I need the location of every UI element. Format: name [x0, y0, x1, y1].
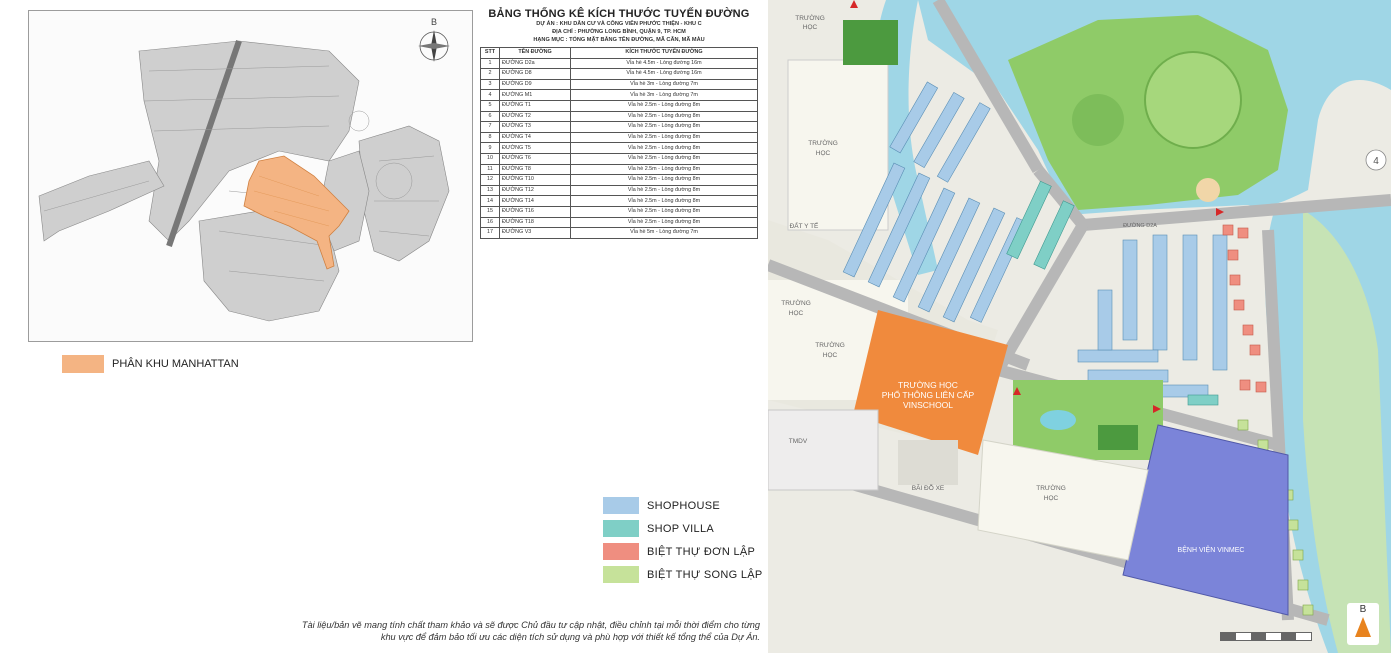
medical-label: ĐẤT Y TẾ	[789, 223, 819, 230]
row-road-size: Vỉa hè 3m - Lòng đường 7m	[571, 90, 758, 101]
row-road-name: ĐƯỜNG T12	[500, 185, 571, 196]
row-road-size: Vỉa hè 2.5m - Lòng đường 8m	[571, 143, 758, 154]
overview-map	[28, 10, 473, 342]
zone-number: 4	[1373, 156, 1379, 167]
row-stt: 1	[481, 58, 500, 69]
row-stt: 11	[481, 164, 500, 175]
roads-table-header	[481, 48, 758, 59]
stats-title: BẢNG THỐNG KÊ KÍCH THƯỚC TUYẾN ĐƯỜNG	[488, 8, 750, 20]
row-stt: 5	[481, 100, 500, 111]
row-road-size: Vỉa hè 2.5m - Lòng đường 8m	[571, 175, 758, 186]
row-road-name: ĐƯỜNG V3	[500, 228, 571, 239]
vinschool-label-1: TRƯỜNG HỌC	[898, 380, 958, 390]
row-stt: 8	[481, 132, 500, 143]
header-name: TÊN ĐƯỜNG	[500, 48, 571, 59]
row-road-name: ĐƯỜNG T8	[500, 164, 571, 175]
school-mid-left-label-2: HỌC	[788, 310, 804, 317]
row-stt: 10	[481, 153, 500, 164]
row-road-size: Vỉa hè 2.5m - Lòng đường 8m	[571, 153, 758, 164]
row-stt: 4	[481, 90, 500, 101]
row-road-name: ĐƯỜNG T3	[500, 122, 571, 133]
legend-shop-villa	[603, 517, 763, 540]
row-road-name: ĐƯỜNG T1	[500, 100, 571, 111]
table-row	[481, 69, 758, 80]
type-legend	[603, 494, 763, 586]
row-road-size: Vỉa hè 2.5m - Lòng đường 8m	[571, 100, 758, 111]
row-road-name: ĐƯỜNG T14	[500, 196, 571, 207]
row-road-size: Vỉa hè 3m - Lòng đường 7m	[571, 79, 758, 90]
site-plan	[768, 0, 1391, 653]
table-row	[481, 196, 758, 207]
vinschool-label-2: PHỔ THÔNG LIÊN CẤP	[881, 390, 975, 400]
table-row	[481, 111, 758, 122]
school-top-label-1: TRƯỜNG	[795, 15, 825, 22]
shophouse-label: SHOPHOUSE	[647, 499, 720, 512]
shop-villa-swatch	[603, 520, 639, 537]
roads-table	[480, 47, 758, 239]
table-row	[481, 206, 758, 217]
row-road-name: ĐƯỜNG T5	[500, 143, 571, 154]
row-stt: 6	[481, 111, 500, 122]
table-row	[481, 164, 758, 175]
shophouse-swatch	[603, 497, 639, 514]
disclaimer-line-1: Tài liệu/bản vẽ mang tính chất tham khảo và sẽ được Chủ đầu tư cập nhật, điều chỉnh tại mỗi thời điểm cho từng	[301, 620, 760, 630]
manhattan-label: PHÂN KHU MANHATTAN	[112, 358, 239, 370]
stats-project: DỰ ÁN : KHU DÂN CƯ VÀ CÔNG VIÊN PHƯỚC THIỆN - KHU C	[536, 21, 702, 27]
row-road-size: Vỉa hè 2.5m - Lòng đường 8m	[571, 217, 758, 228]
school-mid-label-2: HỌC	[822, 352, 838, 359]
overview-north-label: B	[430, 17, 438, 27]
stats-address: ĐỊA CHỈ : PHƯỜNG LONG BÌNH, QUẬN 9, TP. HCM	[552, 29, 686, 35]
table-row	[481, 153, 758, 164]
table-row	[481, 228, 758, 239]
row-stt: 7	[481, 122, 500, 133]
school-mid-left-label-1: TRƯỜNG	[781, 300, 811, 307]
tmdv-label: TMDV	[788, 438, 808, 445]
row-road-name: ĐƯỜNG D8	[500, 69, 571, 80]
row-road-name: ĐƯỜNG T18	[500, 217, 571, 228]
row-road-name: ĐƯỜNG T2	[500, 111, 571, 122]
hospital-label: BỆNH VIỆN VINMEC	[1177, 547, 1245, 554]
header-stt: STT	[481, 48, 500, 59]
row-road-size: Vỉa hè 2.5m - Lòng đường 8m	[571, 185, 758, 196]
row-stt: 2	[481, 69, 500, 80]
row-road-size: Vỉa hè 2.5m - Lòng đường 8m	[571, 196, 758, 207]
road-stats	[480, 8, 758, 239]
header-size: KÍCH THƯỚC TUYẾN ĐƯỜNG	[571, 48, 758, 59]
row-road-size: Vỉa hè 2.5m - Lòng đường 8m	[571, 132, 758, 143]
school-mid-label-1: TRƯỜNG	[815, 342, 845, 349]
legend-manhattan	[62, 355, 239, 373]
scale-bar	[1220, 632, 1312, 641]
table-row	[481, 217, 758, 228]
north-arrow-icon	[1355, 617, 1371, 637]
row-stt: 3	[481, 79, 500, 90]
table-row	[481, 79, 758, 90]
row-stt: 14	[481, 196, 500, 207]
disclaimer-line-2: khu vực để đảm bảo tối ưu các diện tích sử dụng và phù hợp với thiết kế tổng thể của Dự Án.	[380, 632, 760, 642]
row-road-name: ĐƯỜNG D9	[500, 79, 571, 90]
manhattan-swatch	[62, 355, 104, 373]
vinschool-label-3: VINSCHOOL	[902, 400, 954, 410]
disclaimer	[200, 619, 760, 643]
detached-villa-swatch	[603, 543, 639, 560]
table-row	[481, 90, 758, 101]
semi-detached-villa-swatch	[603, 566, 639, 583]
site-compass	[1347, 603, 1379, 645]
row-road-name: ĐƯỜNG T10	[500, 175, 571, 186]
table-row	[481, 100, 758, 111]
stats-item: HẠNG MỤC : TỔNG MẶT BẰNG TÊN ĐƯỜNG, MÃ CĂN, MÃ MÀU	[533, 37, 705, 43]
row-stt: 9	[481, 143, 500, 154]
school-top-label-2: HỌC	[802, 24, 818, 31]
row-road-size: Vỉa hè 4.5m - Lòng đường 16m	[571, 58, 758, 69]
table-row	[481, 143, 758, 154]
row-road-name: ĐƯỜNG T16	[500, 206, 571, 217]
row-stt: 13	[481, 185, 500, 196]
legend-shophouse	[603, 494, 763, 517]
row-road-size: Vỉa hè 4.5m - Lòng đường 16m	[571, 69, 758, 80]
row-road-name: ĐƯỜNG M1	[500, 90, 571, 101]
row-road-size: Vỉa hè 2.5m - Lòng đường 8m	[571, 206, 758, 217]
row-stt: 17	[481, 228, 500, 239]
parking-label: BÃI ĐỖ XE	[911, 485, 945, 492]
row-stt: 12	[481, 175, 500, 186]
table-row	[481, 132, 758, 143]
row-road-name: ĐƯỜNG T4	[500, 132, 571, 143]
legend-semi-detached-villa	[603, 563, 763, 586]
row-road-size: Vỉa hè 5m - Lòng đường 7m	[571, 228, 758, 239]
site-compass-label: B	[1359, 604, 1367, 615]
shop-villa-label: SHOP VILLA	[647, 522, 714, 535]
detached-villa-label: BIỆT THỰ ĐƠN LẬP	[647, 545, 756, 558]
table-row	[481, 58, 758, 69]
road-d2a-label: ĐƯỜNG D2A	[1123, 223, 1157, 229]
row-stt: 15	[481, 206, 500, 217]
row-road-size: Vỉa hè 2.5m - Lòng đường 8m	[571, 122, 758, 133]
row-road-size: Vỉa hè 2.5m - Lòng đường 8m	[571, 111, 758, 122]
row-road-name: ĐƯỜNG T6	[500, 153, 571, 164]
row-road-name: ĐƯỜNG D2a	[500, 58, 571, 69]
legend-detached-villa	[603, 540, 763, 563]
row-stt: 16	[481, 217, 500, 228]
semi-detached-villa-label: BIỆT THỰ SONG LẬP	[647, 568, 763, 581]
school-left-label-1: TRƯỜNG	[808, 140, 838, 147]
school-bottom-label-2: HỌC	[1043, 495, 1059, 502]
school-left-label-2: HỌC	[815, 150, 831, 157]
table-row	[481, 185, 758, 196]
row-road-size: Vỉa hè 2.5m - Lòng đường 8m	[571, 164, 758, 175]
table-row	[481, 175, 758, 186]
school-bottom-label-1: TRƯỜNG	[1036, 485, 1066, 492]
table-row	[481, 122, 758, 133]
